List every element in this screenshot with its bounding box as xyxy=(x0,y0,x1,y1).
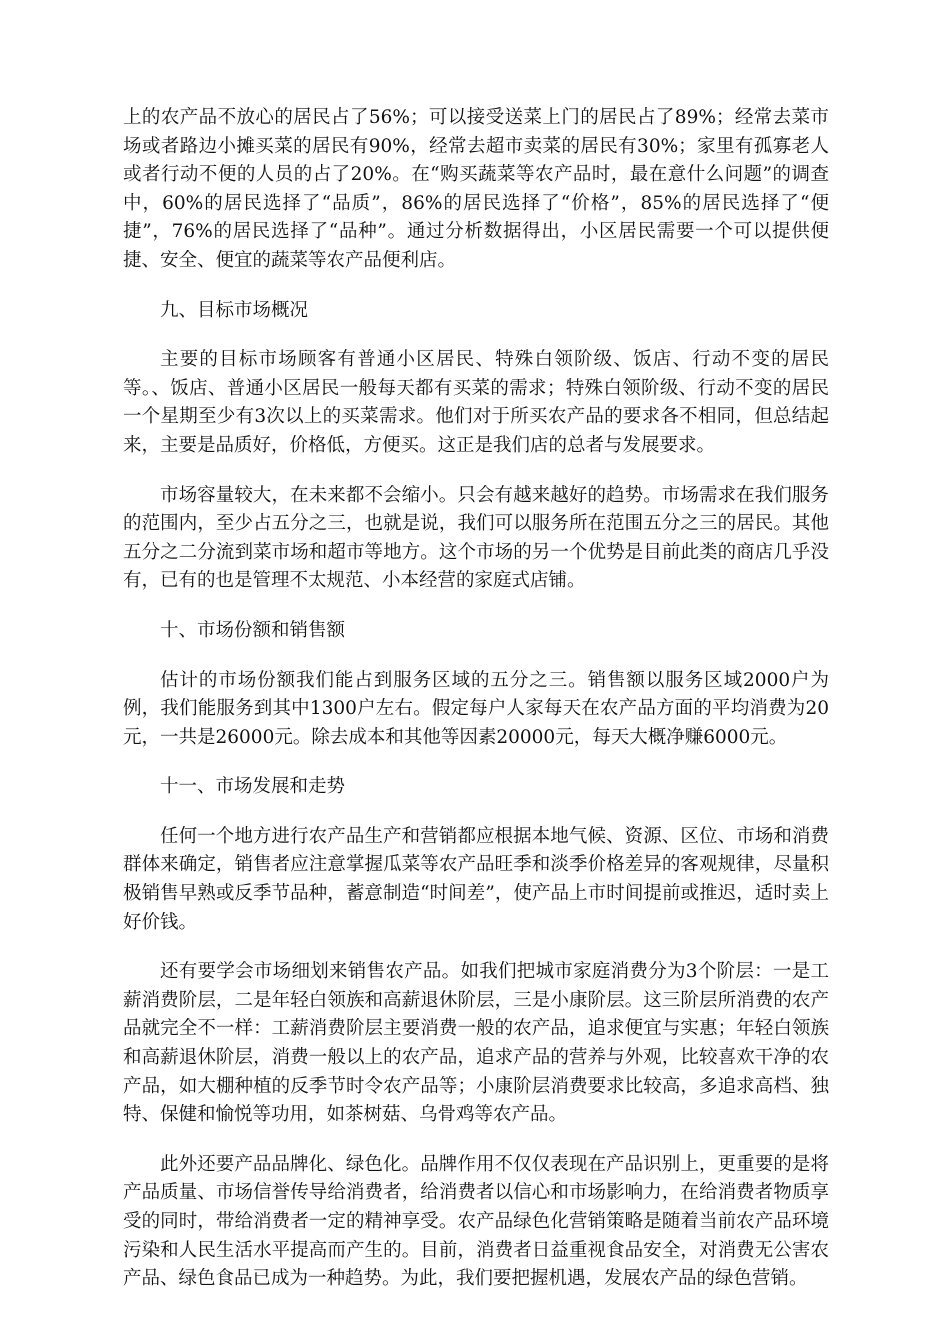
section-heading-market-trends: 十一、市场发展和走势 xyxy=(160,776,346,798)
paragraph-target-customers: 主要的目标市场顾客有普通小区居民、特殊白领阶级、饭店、行动不变的居民等。、饭店、普通小区居民一般每天都有买菜的需求；特殊白领阶级、行动不变的居民一个星期至少有3次以上的买菜需求。他们对于所买农产品的要求各不相同，但总结起来，主要是品质好，价格低，方便买。这正是我们店的总者与发展要求。 xyxy=(123,349,829,456)
section-heading-market-share: 十、市场份额和销售额 xyxy=(160,619,346,641)
paragraph-sales-estimate: 估计的市场份额我们能占到服务区域的五分之三。销售额以服务区域2000户为例，我们能服务到其中1300户左右。假定每户人家每天在农产品方面的平均消费为20元，一共是26000元。除去成本和其他等因素20000元，每天大概净赚6000元。 xyxy=(123,669,829,748)
paragraph-market-capacity: 市场容量较大，在未来都不会缩小。只会有越来越好的趋势。市场需求在我们服务的范围内，至少占五分之三，也就是说，我们可以服务所在范围五分之三的居民。其他五分之二分流到菜市场和超市等地方。这个市场的另一个优势是目前此类的商店几乎没有，已有的也是管理不太规范、小本经营的家庭式店铺。 xyxy=(123,484,829,592)
paragraph-branding-green: 此外还要产品品牌化、绿色化。品牌作用不仅仅表现在产品识别上，更重要的是将产品质量、市场信誉传导给消费者，给消费者以信心和市场影响力，在给消费者物质享受的同时，带给消费者一定的精神享受。农产品绿色化营销策略是随着当前农产品环境污染和人民生活水平提高而产生的。目前，消费者日益重视食品安全，对消费无公害农产品、绿色食品已成为一种趋势。为此，我们要把握机遇，发展农产品的绿色营销。 xyxy=(123,1153,829,1290)
document-page xyxy=(123,104,829,1315)
section-heading-target-market: 九、目标市场概况 xyxy=(160,299,309,321)
paragraph-survey-results: 上的农产品不放心的居民占了56%；可以接受送菜上门的居民占了89%；经常去菜市场或者路边小摊买菜的居民有90%，经常去超市卖菜的居民有30%；家里有孤寡老人或者行动不便的人员的占了20%。在“购买蔬菜等农产品时，最在意什么问题”的调查中，60%的居民选择了“品质”，86%的居民选择了“价格”，85%的居民选择了“便捷”，76%的居民选择了“品种”。通过分析数据得出，小区居民需要一个可以提供便捷、安全、便宜的蔬菜等农产品便利店。 xyxy=(123,107,829,271)
paragraph-seasonal-strategy: 任何一个地方进行农产品生产和营销都应根据本地气候、资源、区位、市场和消费群体来确定，销售者应注意掌握瓜菜等农产品旺季和淡季价格差异的客观规律，尽量积极销售早熟或反季节品种，蓄意制造“时间差”，使产品上市时间提前或推迟，适时卖上好价钱。 xyxy=(123,825,829,933)
paragraph-market-segmentation: 还有要学会市场细划来销售农产品。如我们把城市家庭消费分为3个阶层：一是工薪消费阶层，二是年轻白领族和高薪退休阶层，三是小康阶层。这三阶层所消费的农产品就完全不一样：工薪消费阶层主要消费一般的农产品，追求便宜与实惠；年轻白领族和高薪退休阶层，消费一般以上的农产品，追求产品的营养与外观，比较喜欢干净的农产品，如大棚种植的反季节时令农产品等；小康阶层消费要求比较高，多追求高档、独特、保健和愉悦等功用，如茶树菇、乌骨鸡等农产品。 xyxy=(123,961,829,1126)
